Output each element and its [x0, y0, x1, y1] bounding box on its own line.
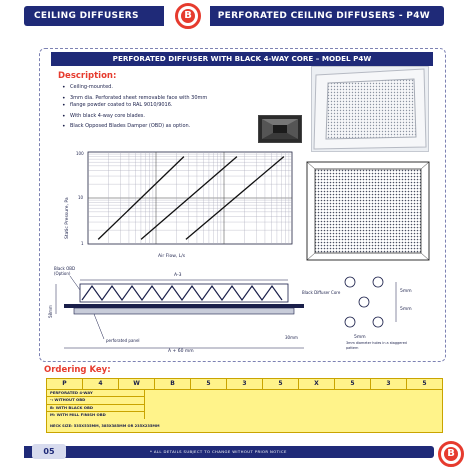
hole-note: 3mm diameter holes in a staggered pattern	[346, 341, 407, 350]
y-axis-label: Static Pressure, Pa	[65, 197, 70, 239]
code-cell: 5	[191, 379, 227, 389]
diffuser-photo	[311, 66, 429, 152]
dim-a60: A + 60 mm	[168, 349, 194, 354]
option-item: PERFORATED 4-WAY	[47, 390, 144, 397]
brand-logo	[175, 3, 201, 29]
code-cell: W	[119, 379, 155, 389]
model-title: PERFORATED DIFFUSER WITH BLACK 4-WAY CORE – MODEL P4W	[51, 52, 433, 66]
logo-letter: B	[181, 9, 195, 23]
code-cell: 4	[83, 379, 119, 389]
dim-flange: 30mm	[285, 335, 298, 340]
panel-label: perforated panel	[106, 338, 140, 343]
core-photo	[258, 115, 302, 143]
neck-sizes: NECK SIZE: 535X535MM, 385X385MM OR 235X235MM	[50, 424, 160, 428]
logo-letter: B	[444, 447, 458, 461]
section-drawing	[40, 262, 341, 360]
y-tick-label: 10	[78, 195, 84, 200]
description-item: • Black Opposed Blades Damper (OBD) as option.	[58, 123, 273, 131]
ordering-options	[46, 390, 443, 433]
code-cell: 3	[371, 379, 407, 389]
y-tick-label: 1	[81, 241, 84, 246]
code-cell: 3	[227, 379, 263, 389]
code-cell: B	[155, 379, 191, 389]
dim-a3: A-3	[174, 273, 182, 278]
dim-5a: 5mm	[400, 289, 412, 294]
x-axis-label: Air Flow, L/s	[158, 254, 186, 259]
dim-5b: 5mm	[400, 307, 412, 312]
hole-pattern	[330, 270, 430, 342]
diffuser-photo-image	[312, 67, 428, 151]
section-header: CEILING DIFFUSERS	[24, 6, 164, 26]
dim-height: 58mm	[48, 305, 53, 318]
dim-5c: 5mm	[354, 335, 366, 340]
product-header: PERFORATED CEILING DIFFUSERS - P4W	[210, 6, 444, 26]
brand-logo	[438, 441, 464, 467]
pressure-chart	[40, 144, 302, 262]
ordering-title: Ordering Key:	[44, 365, 111, 375]
description-item: • 3mm dia. Perforated sheet removable face with 30mm	[58, 95, 273, 103]
code-row	[46, 378, 443, 390]
option-item: -: WITHOUT OBD	[47, 397, 144, 404]
option-item: B: WITH BLACK OBD	[47, 405, 144, 412]
option-list	[47, 390, 145, 419]
code-cell: 5	[335, 379, 371, 389]
page-number: 05	[32, 444, 66, 459]
code-cell: 5	[422, 380, 427, 387]
core-label: Black Diffuser Core	[302, 290, 341, 295]
obd-label: Black OBD	[54, 266, 76, 271]
obd-option-label: (Option)	[54, 271, 71, 276]
face-drawing	[305, 160, 433, 264]
core-photo-image	[259, 116, 301, 142]
description-item: • Ceiling-mounted.	[58, 84, 273, 92]
y-tick-label: 100	[76, 151, 84, 156]
code-cell: 5	[263, 379, 299, 389]
description-item: • flange powder coated to RAL 9010/9016.	[58, 102, 273, 110]
footer-note: * ALL DETAILS SUBJECT TO CHANGE WITHOUT PRIOR NOTICE	[150, 449, 287, 454]
description-list	[58, 84, 273, 134]
code-cell: P	[47, 379, 83, 389]
description-title: Description:	[58, 71, 117, 81]
chart-grid	[88, 152, 292, 244]
option-item: M: WITH MILL FINISH OBD	[50, 412, 106, 418]
code-cell: X	[299, 379, 335, 389]
description-item: • With black 4-way core blades.	[58, 113, 273, 121]
